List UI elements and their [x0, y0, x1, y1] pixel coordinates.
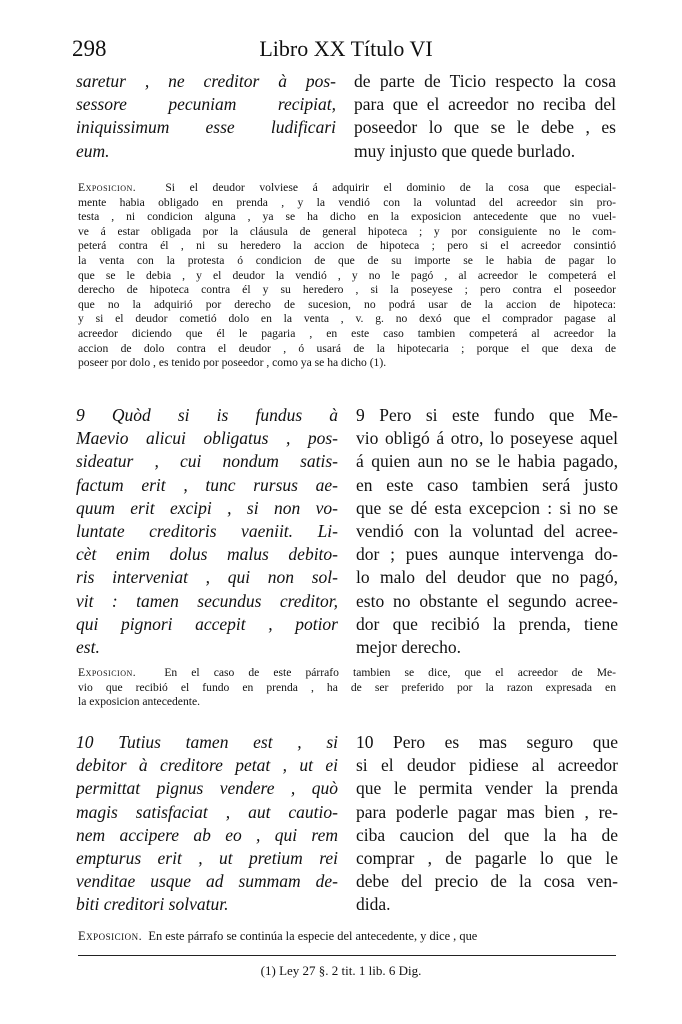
text-line: biti creditori solvatur.: [76, 894, 229, 915]
latin-column-block-2: [76, 404, 338, 659]
text-line: ris interveniat , qui non sol-: [76, 567, 338, 588]
text-line: est.: [76, 637, 100, 658]
text-line: testa , ni condicion alguna , ya se ha dicho en la exposicion antecedente que no vuel-: [78, 210, 616, 224]
text-line: dida.: [356, 894, 391, 915]
text-line: para poderle pagar mas bien , re-: [356, 801, 618, 822]
text-line: permittat pignus vendere , quò: [76, 778, 338, 799]
exposicion-paragraph-2: [78, 666, 616, 710]
exposicion-label: Exposicion.: [78, 666, 137, 679]
text-line: [78, 666, 616, 681]
exposicion-paragraph-1: [78, 181, 616, 371]
text-line: quum erit excipi , si non vo-: [76, 497, 338, 518]
text-line: y si el deudor cometió dolo en la venta , v. g. no dexó que el comprador pagase al: [78, 312, 616, 326]
exposicion-paragraph-3: [78, 929, 616, 944]
text-line: de parte de Ticio respecto la cosa: [354, 71, 616, 91]
text-line: á quien aun no se le habia pagado,: [356, 451, 618, 472]
spanish-column-block-2: [356, 404, 618, 659]
text-line: accion de dolo contra el deudor , ó usará de la hipotecaria ; porque el que dexa de: [78, 341, 616, 355]
text-line: peterá contra él , ni su heredero la accion de hipoteca ; pero si el acreedor consintió: [78, 239, 616, 253]
footnote: (1) Ley 27 §. 2 tit. 1 lib. 6 Dig.: [260, 963, 422, 978]
text-line: dor que recibió la prenda, tiene: [356, 613, 618, 634]
text-line: Maevio alicui obligatus , pos-: [76, 428, 338, 449]
text-line: que le permita vender la prenda: [356, 778, 618, 799]
text-line: debe del precio de la cosa ven-: [356, 871, 618, 892]
text-line: que se le debia , y el deudor la vendió , y no le pagó , al acreedor le competerá el: [78, 268, 616, 282]
text-line: factum erit , tunc rursus ae-: [76, 474, 338, 495]
text-line: debitor à creditore petat , ut ei: [76, 755, 338, 776]
text-line: para que el acreedor no reciba del: [354, 94, 616, 115]
text-line: vit : tamen secundus creditor,: [76, 590, 338, 611]
text-line: nem accipere ab eo , qui rem: [76, 824, 338, 845]
exposicion-label: Exposicion.: [78, 181, 137, 194]
text-line: luntate creditoris vaeniit. Li-: [76, 521, 338, 542]
latin-column-block-3: [76, 731, 338, 917]
page-header: [72, 36, 620, 62]
text-line: la venta con la protesta ó condicion de que de su importe se le habia de pagar lo: [78, 253, 616, 267]
text-line: eum.: [76, 140, 110, 161]
page-number: 298: [72, 36, 107, 61]
text-line: 9 Pero si este fundo que Me-: [356, 405, 618, 425]
text-line: vio que recibió el fundo en prenda , ha de ser preferido por la razon expresada en: [78, 680, 616, 694]
text-line: que se dé esta excepcion : si no se: [356, 497, 618, 518]
text-line: empturus erit , ut pretium rei: [76, 848, 338, 869]
text-line: sideatur , cui nondum satis-: [76, 451, 338, 472]
text-line: En este párrafo se continúa la especie del antecedente, y dice , que: [148, 929, 478, 943]
text-line: dor ; pues aunque intervenga do-: [356, 544, 618, 565]
text-line: poseer por dolo , es tenido por poseedor , como ya se ha dicho (1).: [78, 356, 387, 370]
text-line: 10 Pero es mas seguro que: [356, 732, 618, 752]
text-line: acreedor diciendo que él le pagaria , en este caso tambien competerá al acreedor la: [78, 326, 616, 340]
text-line: esto no obstante el segundo acree-: [356, 590, 618, 611]
text-line: si el deudor pidiese al acreedor: [356, 755, 618, 776]
text-line: ve á estar obligada por la cláusula de general hipoteca ; y por consiguiente no le com-: [78, 224, 616, 238]
text-line: vendió con la voluntad del acree-: [356, 521, 618, 542]
text-line: [78, 181, 616, 196]
text-line: 10 Tutius tamen est , si: [76, 732, 338, 752]
text-line: iniquissimum esse ludificari: [76, 117, 336, 138]
text-line: poseedor lo que se le debe , es: [354, 117, 616, 138]
text-line: mejor derecho.: [356, 637, 461, 658]
text-line: cèt enim dolus malus debito-: [76, 544, 338, 565]
latin-column-block-1: [76, 70, 336, 163]
text-line: Si el deudor volviese á adquirir el dominio de la cosa que especial-: [165, 181, 616, 194]
text-line: lo malo del deudor que no pagó,: [356, 567, 618, 588]
text-line: muy injusto que quede burlado.: [354, 140, 576, 161]
text-line: sessore pecuniam recipiat,: [76, 94, 336, 115]
text-line: venditae usque ad summam de-: [76, 871, 338, 892]
spanish-column-block-3: [356, 731, 618, 917]
text-line: [78, 929, 616, 944]
text-line: ciba caucion del que la ha de: [356, 824, 618, 845]
running-title: Libro XX Título VI: [259, 36, 433, 61]
text-line: en este caso tambien será justo: [356, 474, 618, 495]
text-line: qui pignori accepit , potior: [76, 613, 338, 634]
spanish-column-block-1: [354, 70, 616, 163]
text-line: derecho de hipoteca contra él y su heredero , si la poseyese ; pero contra el poseedor: [78, 283, 616, 297]
text-line: comprar , de pagarle lo que le: [356, 848, 618, 869]
text-line: saretur , ne creditor à pos-: [76, 71, 336, 91]
text-line: 9 Quòd si is fundus à: [76, 405, 338, 425]
text-line: mente habia obligado en prenda , y la vendió con la voluntad del acreedor sin pro-: [78, 195, 616, 209]
footnote-rule: [78, 955, 616, 956]
text-line: magis satisfaciat , aut cautio-: [76, 801, 338, 822]
text-line: la exposicion antecedente.: [78, 695, 201, 709]
text-line: vio obligó á otro, lo poseyese aquel: [356, 428, 618, 449]
text-line: que no la adquirió por derecho de sucesion, no podrá usar de la accion de hipoteca:: [78, 297, 616, 311]
exposicion-label: Exposicion.: [78, 929, 143, 943]
text-line: En el caso de este párrafo tambien se dice, que el acreedor de Me-: [164, 666, 616, 679]
